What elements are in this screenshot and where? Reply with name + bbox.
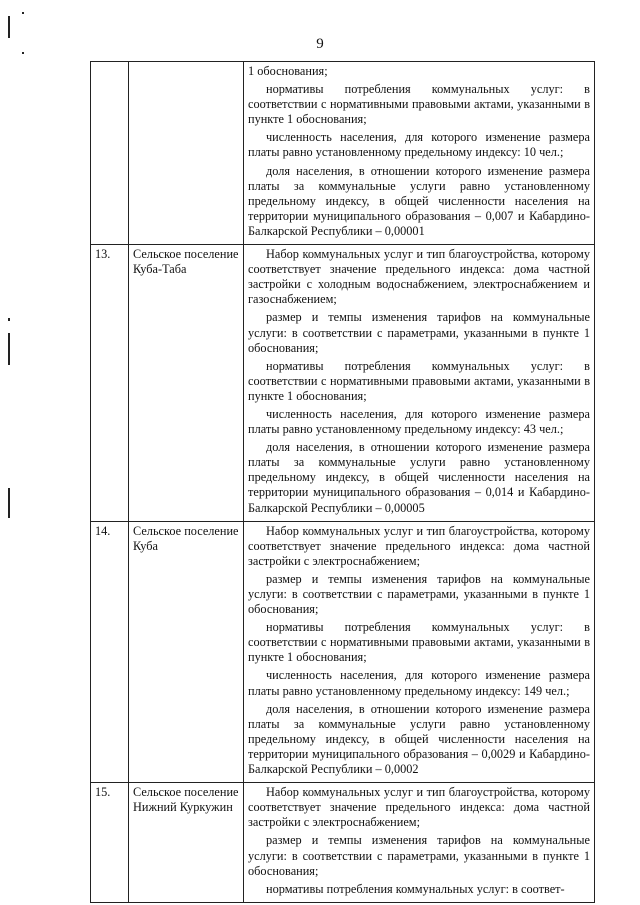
description-paragraph: численность населения, для которого изменение размера платы равно установленному предельному индексу: 149 чел.; bbox=[248, 668, 590, 698]
scan-dot-top bbox=[22, 12, 24, 14]
table-row bbox=[91, 783, 595, 903]
description-paragraph: нормативы потребления коммунальных услуг: в соответствии с нормативными правовыми актами, указанными в пункте 1 обоснования; bbox=[248, 620, 590, 665]
settlement-name: Сельское поселение Куба-Таба bbox=[129, 245, 244, 522]
description-paragraph: численность населения, для которого изменение размера платы равно установленному предельному индексу: 43 чел.; bbox=[248, 406, 590, 437]
table-body bbox=[91, 62, 595, 903]
row-number bbox=[91, 62, 129, 245]
row-number: 14. bbox=[91, 521, 129, 783]
table-row bbox=[91, 62, 595, 245]
description-paragraph: размер и темпы изменения тарифов на коммунальные услуги: в соответствии с параметрами, указанными в пункте 1 обоснования; bbox=[248, 833, 590, 878]
settlement-name bbox=[129, 62, 244, 245]
scan-mark-middle bbox=[8, 333, 10, 365]
description-paragraph: Набор коммунальных услуг и тип благоустройства, которому соответствует значение предельного индекса: дома частной застройки с холодным водоснабжением, электроснабжением и газоснабжением; bbox=[248, 247, 590, 307]
settlement-description bbox=[244, 62, 595, 245]
description-paragraph: размер и темпы изменения тарифов на коммунальные услуги: в соответствии с параметрами, указанными в пункте 1 обоснования; bbox=[248, 571, 590, 617]
table-row bbox=[91, 521, 595, 783]
settlement-description bbox=[244, 783, 595, 903]
settlement-description bbox=[244, 245, 595, 522]
description-paragraph: Набор коммунальных услуг и тип благоустройства, которому соответствует значение предельного индекса: дома частной застройки с электроснабжением; bbox=[248, 523, 590, 568]
row-number: 15. bbox=[91, 783, 129, 903]
description-paragraph: размер и темпы изменения тарифов на коммунальные услуги: в соответствии с параметрами, указанными в пункте 1 обоснования; bbox=[248, 310, 590, 355]
settlement-name: Сельское поселение Куба bbox=[129, 521, 244, 783]
scan-dot-middle bbox=[8, 318, 10, 321]
settlement-description bbox=[244, 521, 595, 783]
settlement-name: Сельское поселение Нижний Куркужин bbox=[129, 783, 244, 903]
description-paragraph: доля населения, в отношении которого изменение размера платы за коммунальные услуги равно установленному предельному индексу, в общей численности населения на территории муниципального образования – 0,0029 и Кабардино-Балкарской Республики – 0,0002 bbox=[248, 701, 590, 777]
description-paragraph: доля населения, в отношении которого изменение размера платы за коммунальные услуги равно установленному предельному индексу, в общей численности населения на территории муниципального образования – 0,014 и Кабардино-Балкарской Республики – 0,00005 bbox=[248, 440, 590, 515]
description-paragraph: нормативы потребления коммунальных услуг: в соответствии с нормативными правовыми актами, указанными в пункте 1 обоснования; bbox=[248, 82, 590, 127]
description-paragraph: нормативы потребления коммунальных услуг: в соответствии с нормативными правовыми актами, указанными в пункте 1 обоснования; bbox=[248, 358, 590, 403]
description-paragraph: 1 обоснования; bbox=[248, 64, 328, 78]
description-paragraph: доля населения, в отношении которого изменение размера платы за коммунальные услуги равно установленному предельному индексу, в общей численности населения на территории муниципального образования – 0,007 и Кабардино-Балкарской Республики – 0,00001 bbox=[248, 163, 590, 238]
scan-mark-lower bbox=[8, 488, 10, 518]
page-number: 9 bbox=[316, 36, 324, 52]
scan-mark-top bbox=[8, 16, 10, 38]
description-paragraph: нормативы потребления коммунальных услуг: в соответ- bbox=[266, 881, 565, 896]
description-paragraph: численность населения, для которого изменение размера платы равно установленному предельному индексу: 10 чел.; bbox=[248, 130, 590, 160]
table-row bbox=[91, 245, 595, 522]
description-paragraph: Набор коммунальных услуг и тип благоустройства, которому соответствует значение предельного индекса: дома частной застройки с электроснабжением; bbox=[248, 785, 590, 830]
row-number: 13. bbox=[91, 245, 129, 522]
settlements-table bbox=[90, 61, 595, 903]
